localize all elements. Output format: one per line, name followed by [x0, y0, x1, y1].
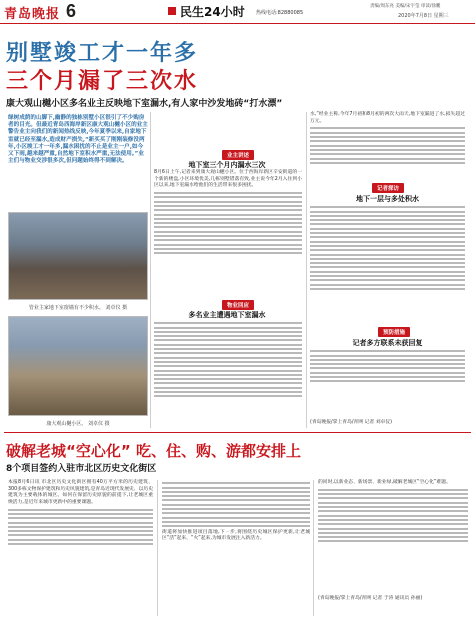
hotline-text: 热线电话:82880085: [256, 10, 304, 16]
body-text-opening: 水,“经业主称,今年7月初和8月初的两次大雨天,地下室漏进了水,损失超过万元。: [310, 112, 465, 124]
publication-date: 2020年7月8日 星期三: [398, 13, 449, 19]
body-text-lines: [310, 350, 465, 382]
body-text-opening: 的同时,以新业态、新场景、新业绿,破解老城区“空心化”难题。: [318, 480, 451, 485]
story2-subhead: 8个项目签约入驻市北区历史文化街区: [6, 464, 157, 474]
section-tag: 预防措施: [378, 327, 410, 337]
page-number: 6: [66, 1, 77, 21]
section-tag: 业主讲述: [222, 150, 254, 160]
body-text-block: [310, 348, 465, 385]
body-text-opening: 本报8月6日讯 市北区历史文化街区拥有40万平方米的历史建筑、300多栋文物保护建筑和历史风貌建筑,是青岛近现代发展史、以历史建筑为主要载体的城区。如何在保留历史原貌的前提下,让老城区重焕活力,是近年来城市更新中的重要课题。: [8, 480, 153, 505]
body-text-lines: [310, 127, 465, 163]
community-photo: [8, 316, 148, 416]
section-tag: 物业回应: [222, 300, 254, 310]
section-name: 民生24小时: [180, 5, 245, 19]
body-text-opening: 8月6日上午,记者来到康大观山樾小区。位于西海岸新区辛安街道的一个新的楼盘,小区环境优美,几栋别墅错落有致,业主说今年2月入住到小区以来,地下室漏水给他们的生活带来很多困扰。: [154, 170, 302, 189]
body-text-lines: [154, 322, 302, 397]
section-tag: 记者探访: [372, 183, 404, 193]
basement-water-photo: [8, 212, 148, 300]
photo-caption-2: 康大观山樾小区。 刘卓仪 摄: [46, 421, 110, 427]
section-marker-icon: [168, 7, 176, 15]
body-text-lines: [154, 192, 302, 254]
lead-paragraph: 绿树成荫的山脚下,幽静的独栋别墅小区很引了不少购房者的目光。但最近青岛西海岸新区康大观山樾小区的业主警告业主向我们的新闻热线反映,今年夏季以来,自家地下室就已经至漏水,造成财产损失,“新买买了刚刚装修没两年,小区竣工才一年多,漏水困扰的不止是业主一户,如今又下雨,越来越严重,自然地下室积水严重,无法使用。”业主们与物业交涉很多次,但问题始终得不到解决。: [8, 115, 148, 165]
body-text-lines: [310, 206, 465, 290]
section-title: 记者多方联系未获回复: [352, 339, 423, 347]
body-text-lines: [8, 509, 153, 545]
body-text-block: [154, 320, 302, 400]
body-text-block: [162, 480, 310, 543]
headline-line-2: 三个月漏了三次水: [6, 69, 199, 94]
editor-credits: 责编/周东亮 美编/宋宇莹 审读/徐鹏: [370, 4, 441, 9]
section-title: 地下一层与多处积水: [356, 195, 419, 203]
headline-subhead: 康大观山樾小区多名业主反映地下室漏水,有人家中沙发地砖“打水漂”: [6, 99, 283, 109]
story2-byline: (青岛晚报/掌上青岛/青网 记者 于涛 通讯员 孙丽): [318, 596, 423, 601]
section-title: 多名业主遭遇地下室漏水: [188, 311, 266, 319]
newspaper-logo: 青岛晚报: [4, 7, 61, 22]
body-text-block: [310, 204, 465, 292]
column-divider: [313, 480, 314, 616]
photo-caption-1: 管业主家地下室窗墙有不少积水。 刘卓仪 摄: [28, 305, 128, 311]
story-byline: (青岛晚报/掌上青岛/青网 记者 刘卓仪): [310, 420, 392, 425]
column-divider: [157, 480, 158, 616]
column-divider: [306, 112, 307, 428]
body-text-lines: [162, 482, 310, 527]
body-text-block: [8, 480, 153, 547]
body-text-block: [154, 170, 302, 257]
body-text-closing: 街道将加快推进项目落地,下一步,将围绕历史城区保护更新,让老城区“活”起来、“火”起来,为城市发展注入新活力。: [162, 529, 310, 542]
body-text-block: [310, 112, 465, 166]
body-text-block: [318, 480, 468, 545]
column-divider: [150, 112, 151, 428]
story2-headline: 破解老城“空心化” 吃、住、购、游都安排上: [6, 442, 301, 460]
section-title: 地下室三个月内漏水三次: [188, 161, 266, 169]
body-text-lines: [318, 489, 468, 543]
headline-line-1: 别墅竣工才一年多: [6, 41, 199, 66]
story-divider: [4, 432, 471, 433]
